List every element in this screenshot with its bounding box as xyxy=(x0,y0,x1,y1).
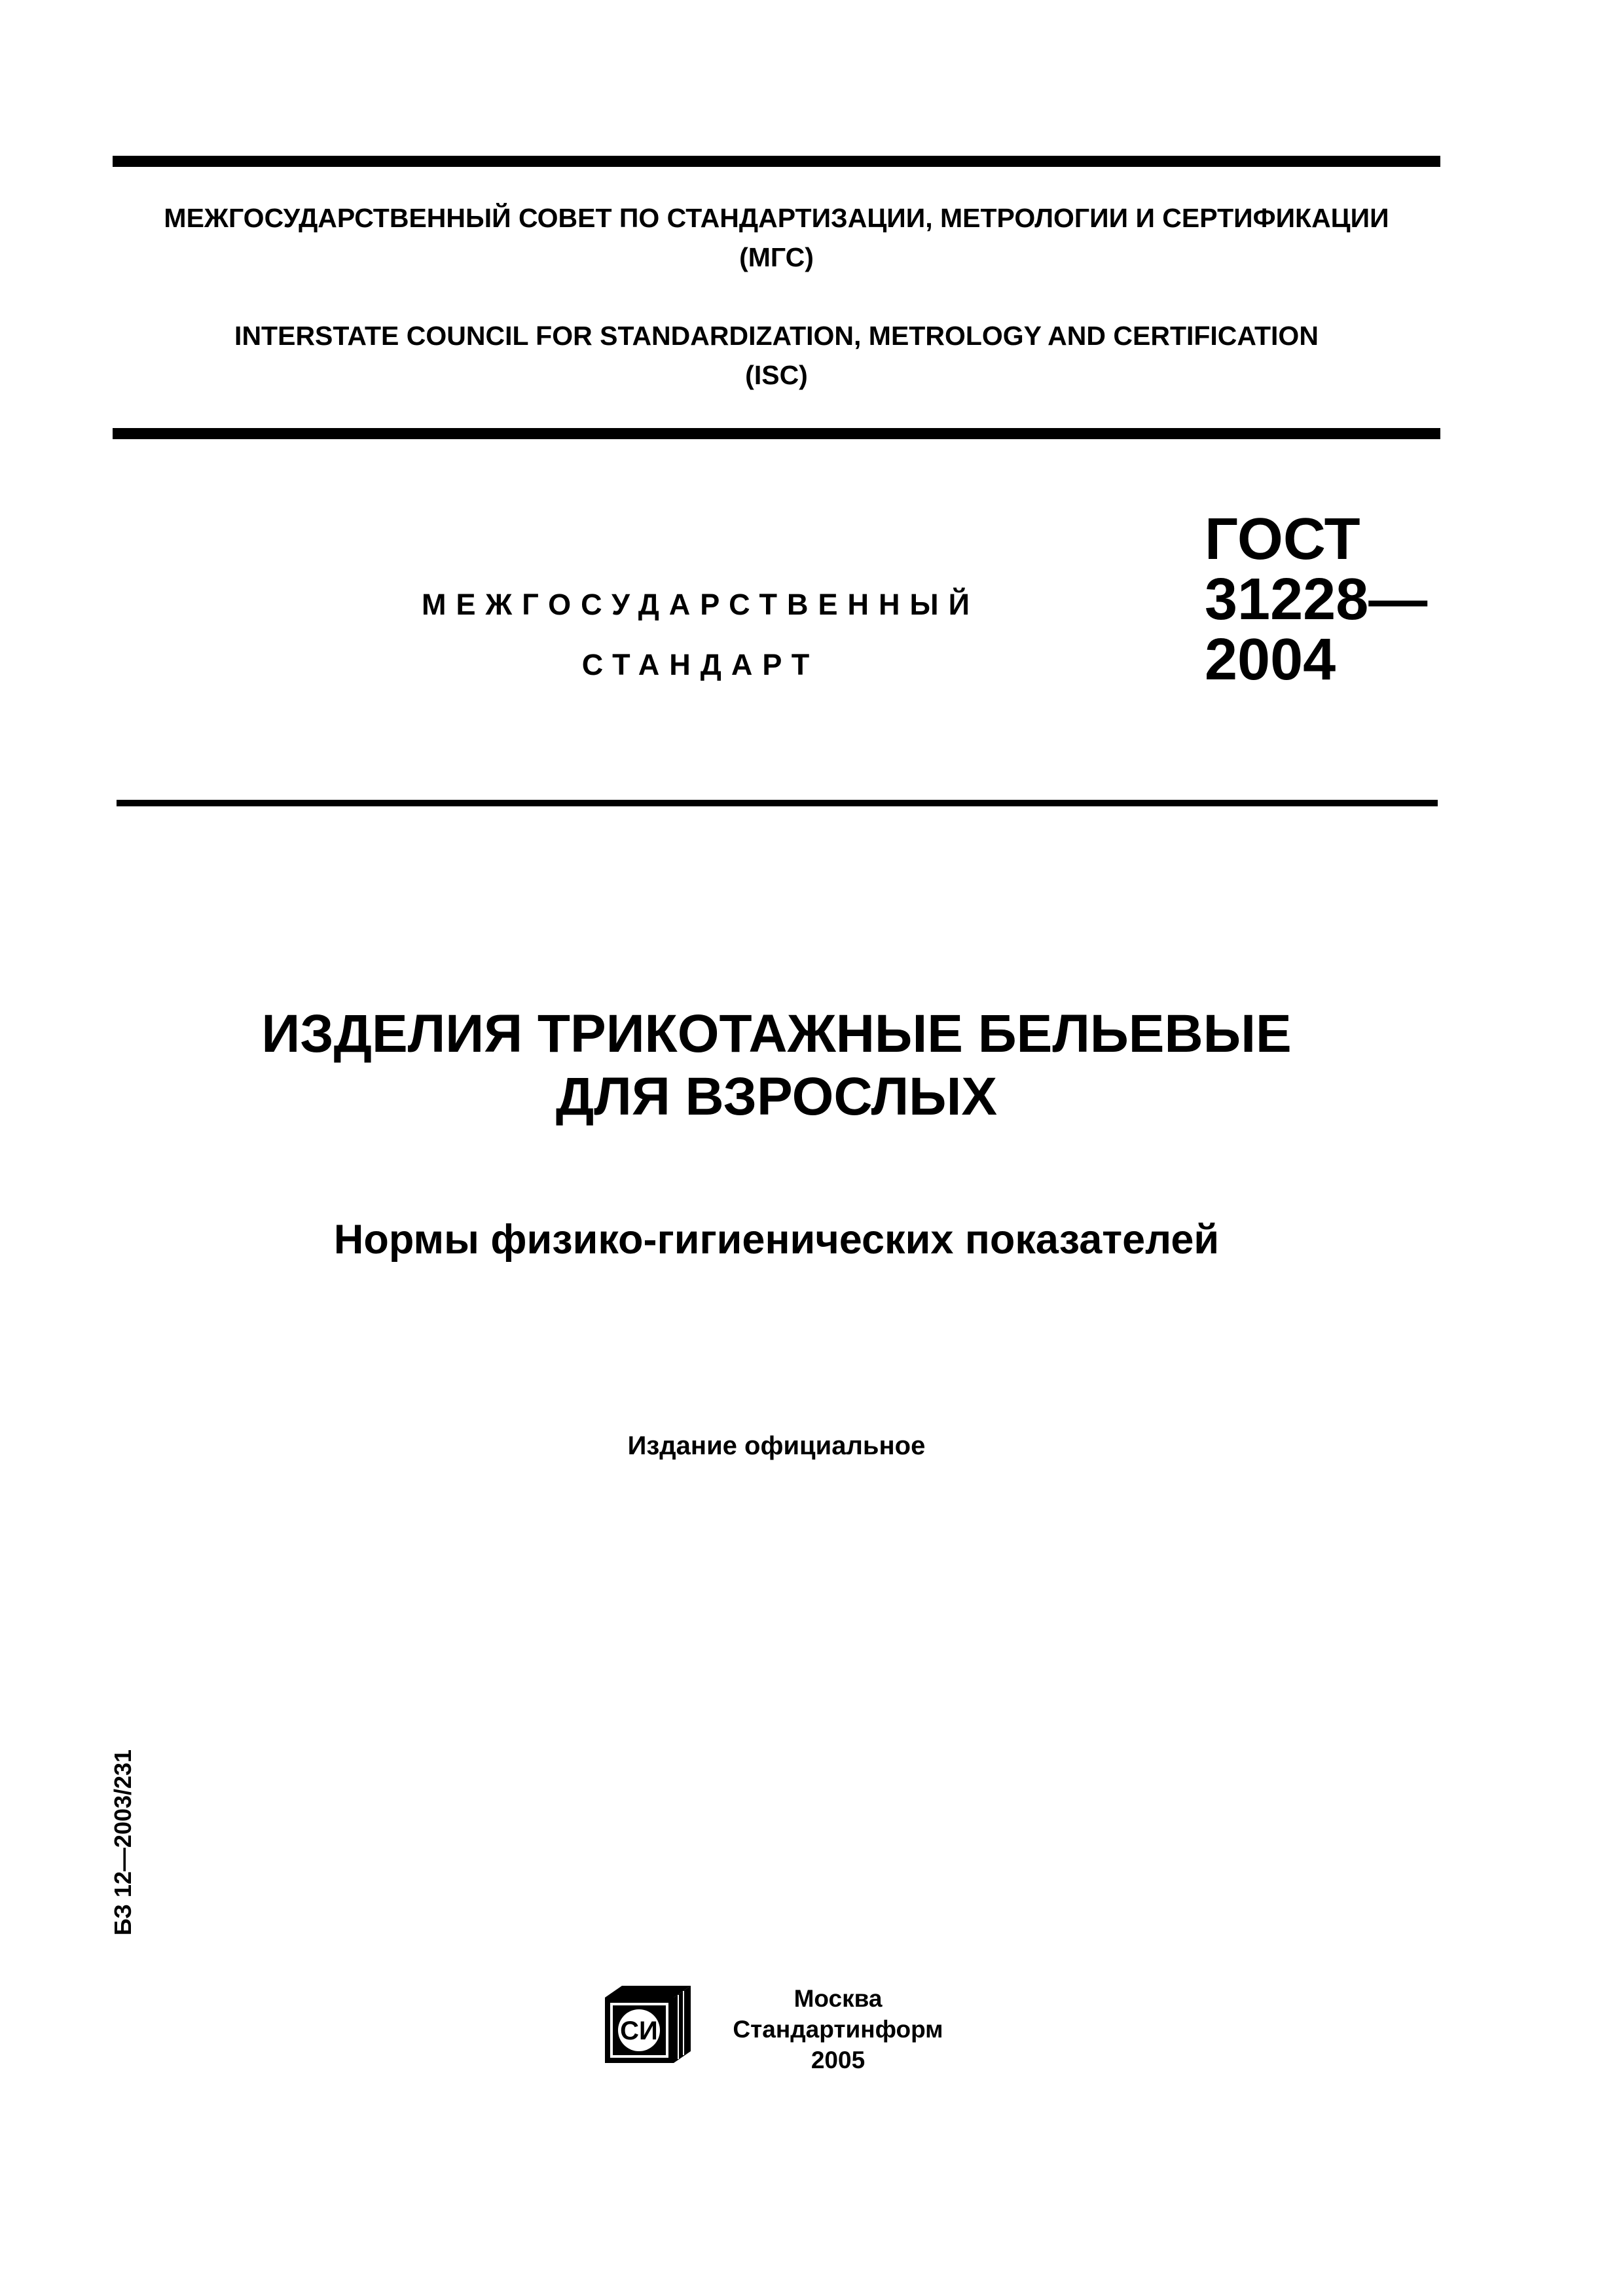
standard-type-line2: СТАНДАРТ xyxy=(581,648,820,681)
gost-label: ГОСТ xyxy=(1205,507,1360,572)
publisher-year: 2005 xyxy=(811,2047,866,2073)
council-name-en xyxy=(113,316,1440,395)
publisher-block xyxy=(720,1983,956,2075)
top-rule xyxy=(113,156,1440,167)
publisher-name: Стандартинформ xyxy=(733,2016,943,2043)
edition-label: Издание официальное xyxy=(627,1431,926,1460)
gost-year: 2004 xyxy=(1205,627,1336,692)
document-subtitle: Нормы физико-гигиенических показателей xyxy=(333,1217,1220,1263)
logo-lettering: СИ xyxy=(620,2017,658,2045)
designation-bottom-rule xyxy=(117,800,1438,806)
council-name-en-line1: INTERSTATE COUNCIL FOR STANDARDIZATION, METROLOGY AND CERTIFICATION xyxy=(234,321,1319,351)
standartinform-logo-icon xyxy=(602,1983,704,2068)
gost-number-block xyxy=(1205,509,1427,690)
publisher-city: Москва xyxy=(793,1985,883,2012)
document-title-line1: ИЗДЕЛИЯ ТРИКОТАЖНЫЕ БЕЛЬЕВЫЕ xyxy=(261,1004,1292,1064)
document-title xyxy=(113,1003,1440,1128)
council-name-ru-line1: МЕЖГОСУДАРСТВЕННЫЙ СОВЕТ ПО СТАНДАРТИЗАЦИИ, МЕТРОЛОГИИ И СЕРТИФИКАЦИИ xyxy=(164,203,1389,233)
standard-type-line1: МЕЖГОСУДАРСТВЕННЫЙ xyxy=(422,588,979,621)
council-abbr-ru: (МГС) xyxy=(739,242,814,272)
council-abbr-en: (ISC) xyxy=(745,360,808,390)
side-code: БЗ 12—2003/231 xyxy=(109,1749,136,1936)
council-name-ru xyxy=(113,198,1440,277)
header-bottom-rule xyxy=(113,428,1440,439)
gost-number: 31228— xyxy=(1205,567,1428,632)
document-title-line2: ДЛЯ ВЗРОСЛЫХ xyxy=(555,1067,998,1126)
